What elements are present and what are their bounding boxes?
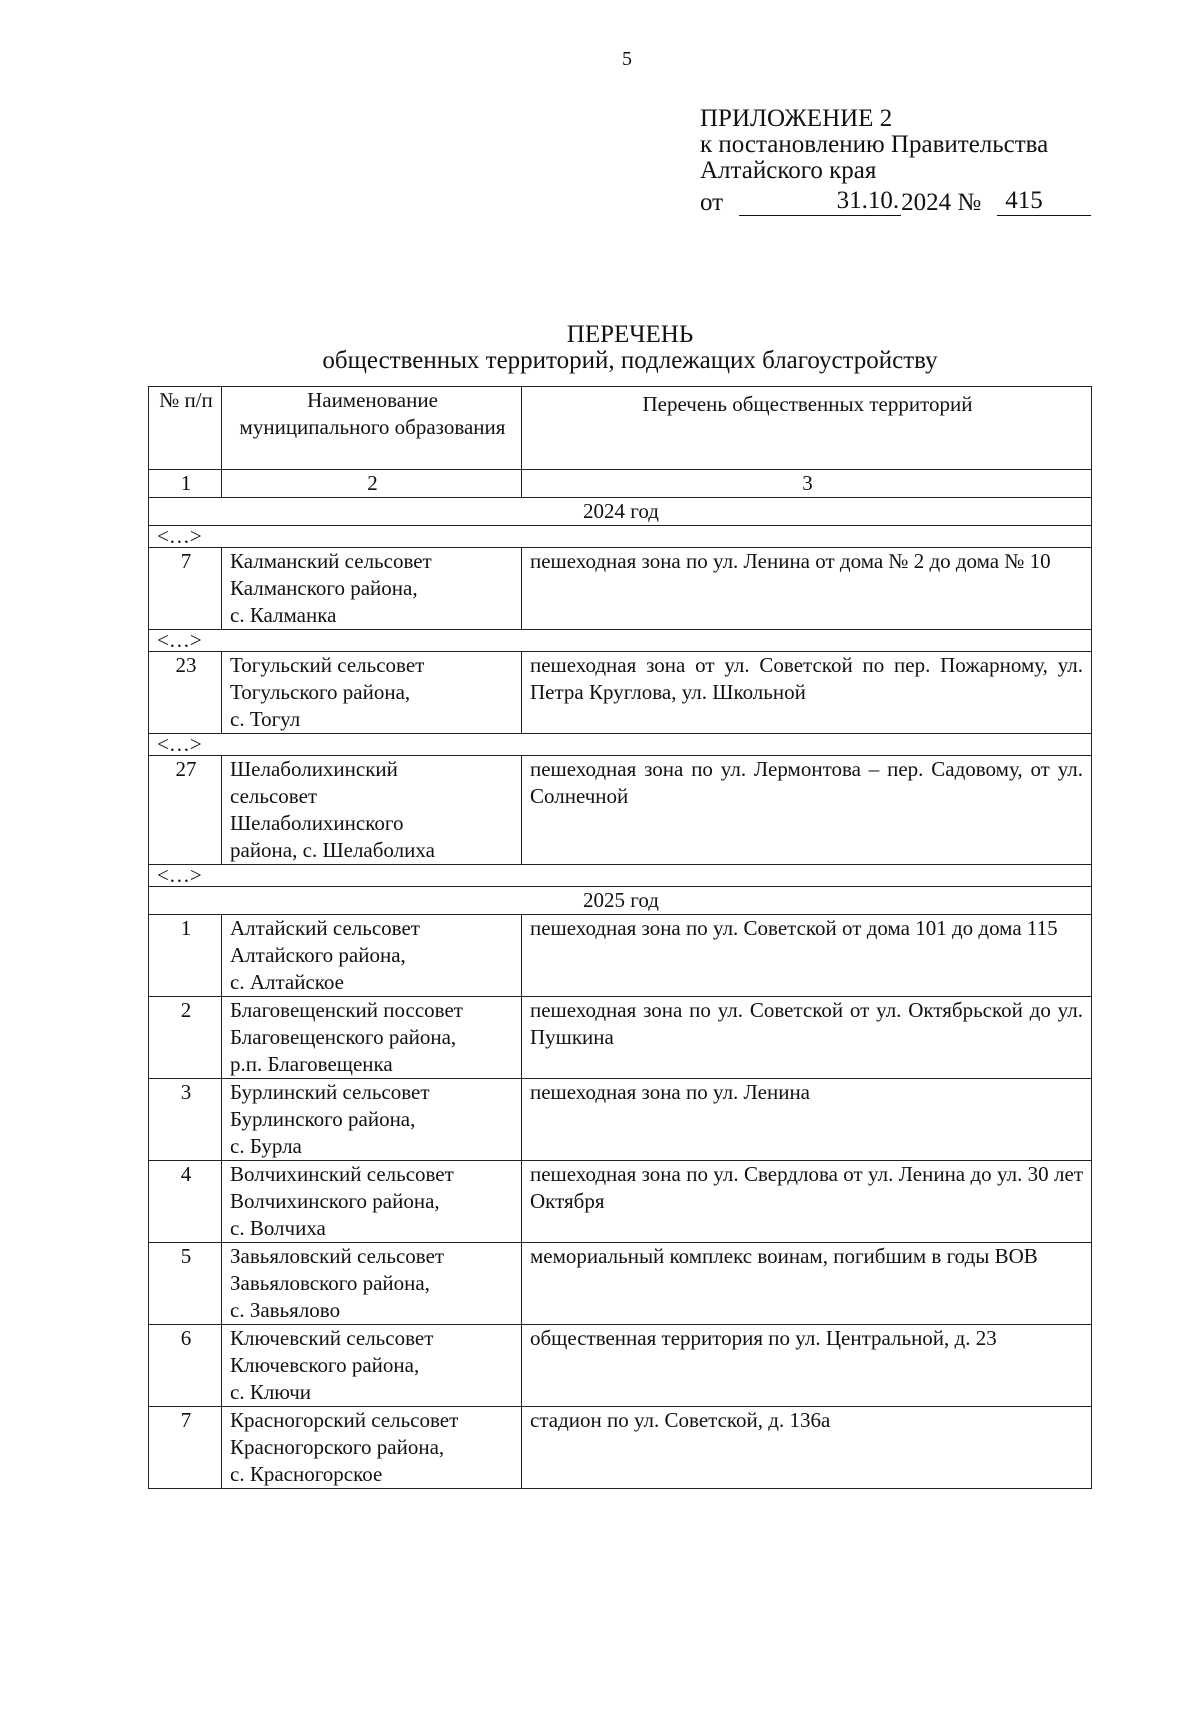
year-label-2024: 2024 год [149, 498, 1092, 526]
row-number: 1 [149, 915, 222, 997]
row-number: 4 [149, 1161, 222, 1243]
ellipsis-row [149, 865, 1092, 887]
resolution-number: 415 [997, 188, 1091, 216]
municipality-name: Бурлинский сельсовет Бурлинского района, с. Бурла [222, 1079, 522, 1161]
year-number-label: 2024 № [901, 189, 982, 216]
table-row [149, 1407, 1092, 1489]
territory-description: пешеходная зона по ул. Лермонтова – пер. Садовому, от ул. Солнечной [522, 756, 1092, 865]
row-number: 27 [149, 756, 222, 865]
row-number: 7 [149, 548, 222, 630]
row-number: 6 [149, 1325, 222, 1407]
table-row [149, 652, 1092, 734]
table-row [149, 1079, 1092, 1161]
ellipsis-text: <…> [149, 865, 1092, 887]
appendix-date-line [700, 188, 1091, 216]
ellipsis-row [149, 734, 1092, 756]
ellipsis-text: <…> [149, 630, 1092, 652]
territory-description: пешеходная зона по ул. Советской от ул. Октябрьской до ул. Пушкина [522, 997, 1092, 1079]
municipality-name: Волчихинский сельсовет Волчихинского района, с. Волчиха [222, 1161, 522, 1243]
table-row [149, 548, 1092, 630]
row-number: 5 [149, 1243, 222, 1325]
row-number: 23 [149, 652, 222, 734]
page-number: 5 [622, 48, 632, 70]
row-number: 2 [149, 997, 222, 1079]
municipality-name: Красногорский сельсовет Красногорского района, с. Красногорское [222, 1407, 522, 1489]
appendix-block [700, 106, 1091, 216]
appendix-line-1: к постановлению Правительства [700, 131, 1049, 158]
list-title-line-1: ПЕРЕЧЕНЬ [566, 321, 694, 348]
municipality-name: Калманский сельсовет Калманского района, с. Калманка [222, 548, 522, 630]
header-number: № п/п [149, 387, 222, 470]
header-territories: Перечень общественных территорий [522, 387, 1092, 470]
table-row [149, 1161, 1092, 1243]
territory-description: пешеходная зона по ул. Свердлова от ул. Ленина до ул. 30 лет Октября [522, 1161, 1092, 1243]
table-row [149, 997, 1092, 1079]
ellipsis-text: <…> [149, 526, 1092, 548]
territory-description: пешеходная зона от ул. Советской по пер. Пожарному, ул. Петра Круглова, ул. Школьной [522, 652, 1092, 734]
appendix-line-2: Алтайского края [700, 157, 877, 184]
row-number: 3 [149, 1079, 222, 1161]
column-number-1: 1 [149, 470, 222, 498]
municipality-name: Шелаболихинский сельсовет Шелаболихинского района, с. Шелаболиха [222, 756, 522, 865]
year-row-2024 [149, 498, 1092, 526]
ellipsis-text: <…> [149, 734, 1092, 756]
list-title-line-2: общественных территорий, подлежащих благоустройству [322, 347, 938, 374]
table-row [149, 756, 1092, 865]
column-number-2: 2 [222, 470, 522, 498]
table-row [149, 1243, 1092, 1325]
municipality-name: Тогульский сельсовет Тогульского района, с. Тогул [222, 652, 522, 734]
territories-table [148, 386, 1092, 1489]
territory-description: общественная территория по ул. Центральной, д. 23 [522, 1325, 1092, 1407]
municipality-name: Благовещенский поссовет Благовещенского района, р.п. Благовещенка [222, 997, 522, 1079]
territory-description: пешеходная зона по ул. Советской от дома 101 до дома 115 [522, 915, 1092, 997]
municipality-name: Алтайский сельсовет Алтайского района, с. Алтайское [222, 915, 522, 997]
territory-description: мемориальный комплекс воинам, погибшим в годы ВОВ [522, 1243, 1092, 1325]
municipality-name: Ключевский сельсовет Ключевского района, с. Ключи [222, 1325, 522, 1407]
list-title [0, 322, 1200, 374]
from-label: от [700, 189, 724, 216]
table-header-row [149, 387, 1092, 470]
row-number: 7 [149, 1407, 222, 1489]
ellipsis-row [149, 630, 1092, 652]
column-numbers-row [149, 470, 1092, 498]
appendix-title: ПРИЛОЖЕНИЕ 2 [700, 105, 893, 132]
year-row-2025 [149, 887, 1092, 915]
column-number-3: 3 [522, 470, 1092, 498]
header-municipality: Наименование муниципального образования [222, 387, 522, 470]
territory-description: стадион по ул. Советской, д. 136а [522, 1407, 1092, 1489]
territory-description: пешеходная зона по ул. Ленина [522, 1079, 1092, 1161]
table-row [149, 1325, 1092, 1407]
table-row [149, 915, 1092, 997]
territory-description: пешеходная зона по ул. Ленина от дома № 2 до дома № 10 [522, 548, 1092, 630]
municipality-name: Завьяловский сельсовет Завьяловского района, с. Завьялово [222, 1243, 522, 1325]
resolution-date: 31.10. [739, 188, 901, 216]
year-label-2025: 2025 год [149, 887, 1092, 915]
ellipsis-row [149, 526, 1092, 548]
